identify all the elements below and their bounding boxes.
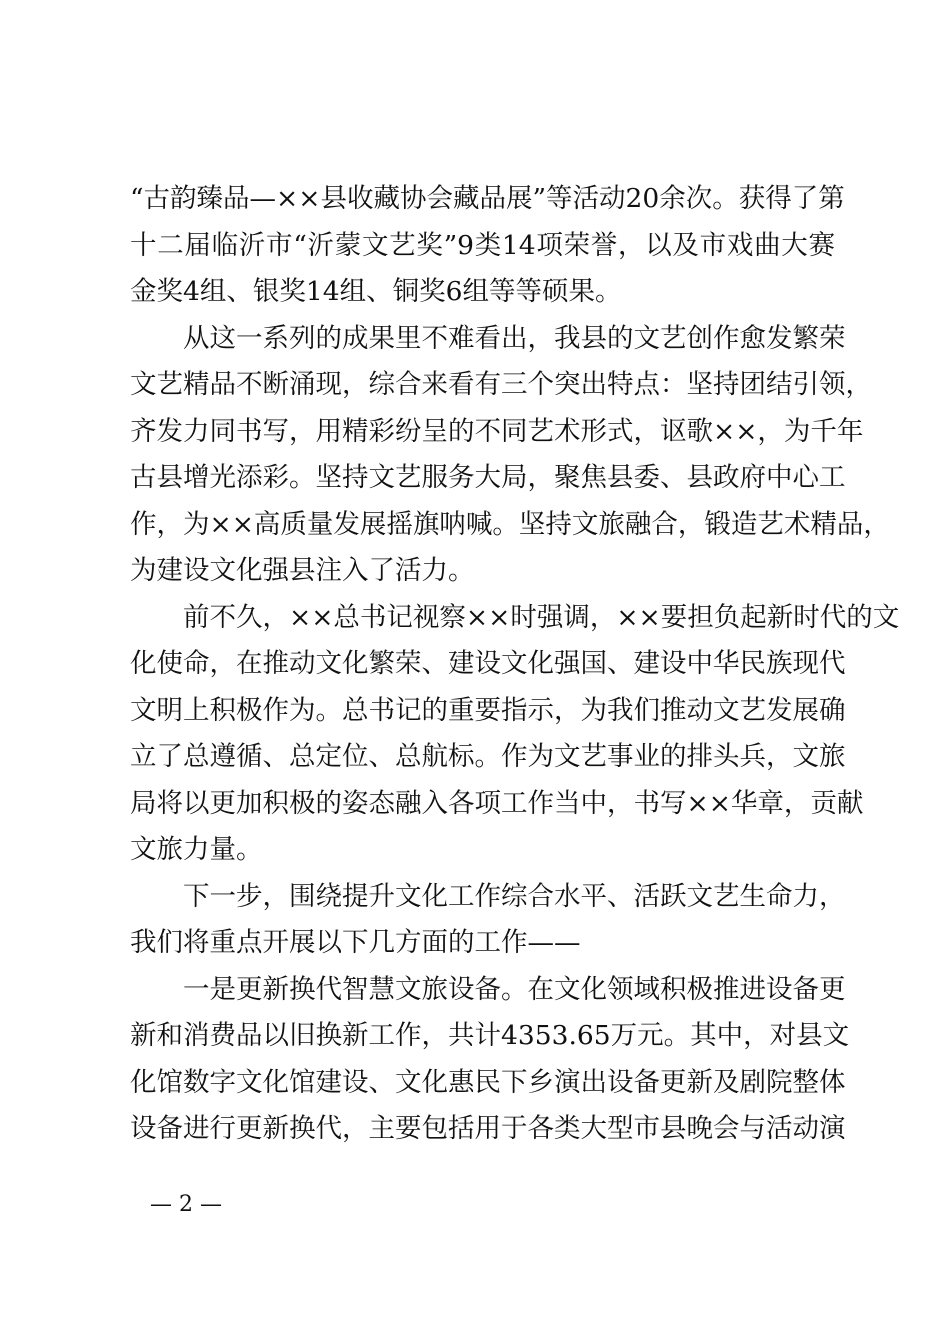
paragraph-1 <box>130 176 845 316</box>
text-line: 从这一系列的成果里不难看出，我县的文艺创作愈发繁荣 <box>183 322 846 354</box>
body-text <box>130 176 900 1153</box>
text-line: 文艺精品不断涌现，综合来看有三个突出特点：坚持团结引领， <box>130 369 872 400</box>
text-line: 一是更新换代智慧文旅设备。在文化领域积极推进设备更 <box>183 973 846 1005</box>
text-line: 十二届临沂市“沂蒙文艺奖”9类14项荣誉，以及市戏曲大赛 <box>130 229 835 261</box>
text-line: 立了总遵循、总定位、总航标。作为文艺事业的排头兵，文旅 <box>130 741 846 772</box>
text-line: 化使命，在推动文化繁荣、建设文化强国、建设中华民族现代 <box>130 648 846 679</box>
text-line: 前不久，××总书记视察××时强调，××要担负起新时代的文 <box>183 601 900 633</box>
text-line: 古县增光添彩。坚持文艺服务大局，聚焦县委、县政府中心工 <box>130 462 846 493</box>
text-line: 文明上积极作为。总书记的重要指示，为我们推动文艺发展确 <box>130 694 846 726</box>
text-line: 局将以更加积极的姿态融入各项工作当中，书写××华章，贡献 <box>130 787 864 819</box>
text-line: 新和消费品以旧换新工作，共计4353.65万元。其中，对县文 <box>130 1020 850 1051</box>
text-line: 化馆数字文化馆建设、文化惠民下乡演出设备更新及剧院整体 <box>130 1066 846 1098</box>
text-line: 齐发力同书写，用精彩纷呈的不同艺术形式，讴歌××，为千年 <box>130 415 864 447</box>
text-line: 文旅力量。 <box>130 834 263 865</box>
text-line: 金奖4组、银奖14组、铜奖6组等等硕果。 <box>130 276 622 307</box>
paragraph-4 <box>130 874 846 967</box>
paragraph-3 <box>130 595 900 874</box>
text-line: 为建设文化强县注入了活力。 <box>130 555 475 586</box>
paragraph-5 <box>130 967 850 1153</box>
paragraph-2 <box>130 316 890 595</box>
text-line: “古韵臻品—××县收藏协会藏品展”等活动20余次。获得了第 <box>130 183 845 214</box>
text-line: 作，为××高质量发展摇旗呐喊。坚持文旅融合，锻造艺术精品， <box>130 508 890 540</box>
text-line: 我们将重点开展以下几方面的工作—— <box>130 927 581 958</box>
text-line: 设备进行更新换代，主要包括用于各类大型市县晚会与活动演 <box>130 1113 846 1144</box>
page-number: — 2 — <box>150 1192 222 1217</box>
text-line: 下一步，围绕提升文化工作综合水平、活跃文艺生命力， <box>183 880 846 912</box>
